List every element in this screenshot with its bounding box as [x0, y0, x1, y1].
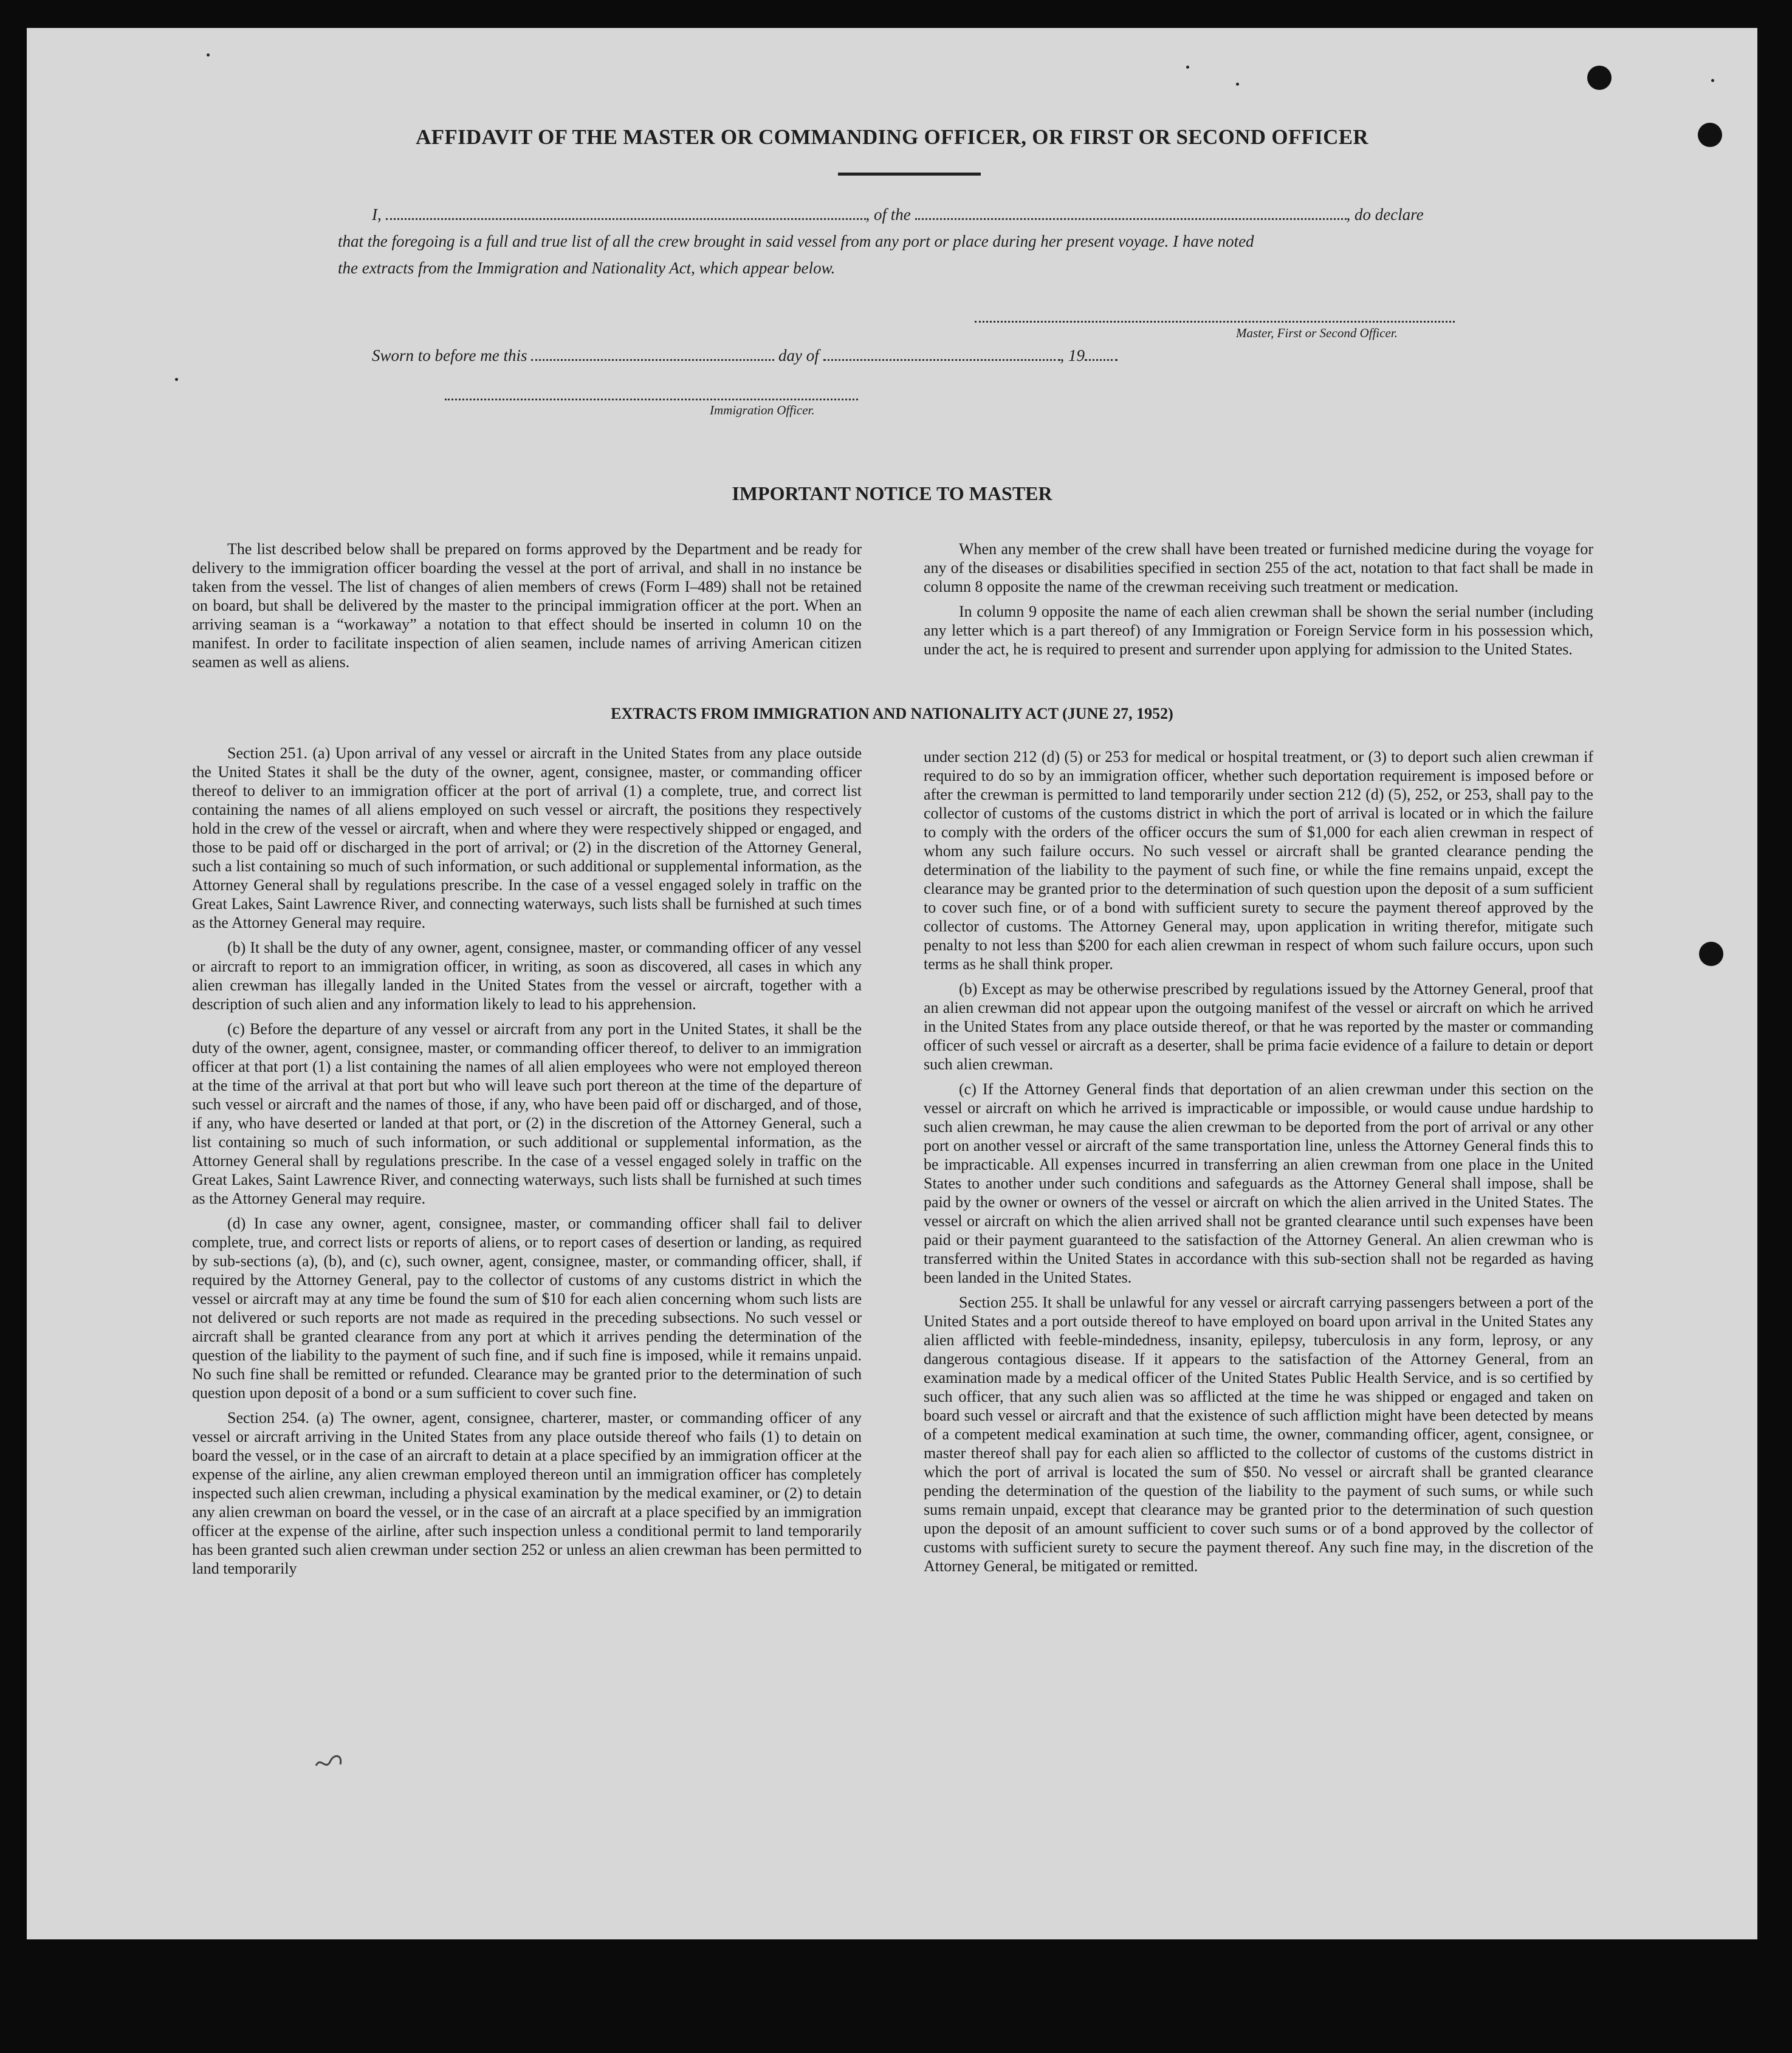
declaration-line-2: that the foregoing is a full and true list of all the crew brought in said vessel from any port or place during her present voyage. I have noted	[338, 232, 1254, 250]
notice-left-column	[192, 540, 862, 677]
section-paragraph: under section 212 (d) (5) or 253 for medical or hospital treatment, or (3) to deport such alien crewman if required to do so by an immigration officer, whether such deportation requirement is imposed before or after the crewman is permitted to land temporarily under section 212 (d) (5), 252, or 253, shall pay to the collector of customs of the customs district in which the port of arrival is located or in which the failure to comply with the orders of the officer occurs the sum of $1,000 for each alien crewman in respect of whom any such failure occurs. No such vessel or aircraft shall be granted clearance pending the determination of the liability to the payment of such fine, or while the fine remains unpaid, except the clearance may be granted prior to the determination of such question upon the deposit of a sum sufficient to cover such fine, or of a bond with sufficient surety to secure the payment thereof approved by the collector of customs. The Attorney General may, upon application in writing therefor, mitigate such penalty to not less than $200 for each alien crewman in respect of whom such failure occurs, upon such terms as he shall think proper.	[924, 748, 1593, 973]
section-paragraph: Section 255. It shall be unlawful for any vessel or aircraft carrying passengers between a port of the United States and a port outside thereof to have employed on board upon arrival in the United States any alien afflicted with feeble-mindedness, insanity, epilepsy, tuberculosis in any form, leprosy, or any dangerous contagious disease. If it appears to the satisfaction of the Attorney General, from an examination made by a medical officer of the United States Public Health Service, and is so certified by such officer, that any such alien was so afflicted at the time he was shipped or engaged and taken on board such vessel or aircraft and that the existence of such affliction might have been detected by means of a competent medical examination at such time, the owner, commanding officer, agent, consignee, or master thereof shall pay for each alien so afflicted to the collector of customs of the customs district in which the port of arrival is located the sum of $50. No vessel or aircraft shall be granted clearance pending the determination of the question of the liability to the payment of such sums, or while such sums remain unpaid, except that clearance may be granted prior to the determination of such question upon the deposit of an amount sufficient to cover such sums or of a bond approved by the collector of customs with sufficient surety to secure the payment thereof. Any such fine may, in the discretion of the Attorney General, be mitigated or remitted.	[924, 1294, 1593, 1575]
dust-speck	[1711, 79, 1714, 82]
notice-right-column	[924, 540, 1593, 665]
punch-hole-middle	[1699, 942, 1723, 966]
notice-paragraph: In column 9 opposite the name of each alien crewman shall be shown the serial number (including any letter which is a part thereof) of any Immigration or Foreign Service form in his possession which, under the act, he is required to present and surrender upon applying for admission to the United States.	[924, 603, 1593, 658]
declaration-line-1	[372, 205, 1485, 224]
extracts-title: EXTRACTS FROM IMMIGRATION AND NATIONALITY ACT (JUNE 27, 1952)	[611, 705, 1173, 722]
name-blank	[386, 218, 866, 220]
notice-paragraph: When any member of the crew shall have been treated or furnished medicine during the voyage for any of the diseases or disabilities specified in section 255 of the act, notation to that fact shall be made in column 8 opposite the name of the crewman receiving such treatment or medication.	[924, 540, 1593, 595]
section-paragraph: (c) If the Attorney General finds that deportation of an alien crewman under this section on the vessel or aircraft on which he arrived is impracticable or impossible, or would cause undue hardship to such alien crewman, he may cause the alien crewman to be deported from the port of arrival or any other port on another vessel or aircraft of the same transportation line, unless the Attorney General finds this to be impracticable. All expenses incurred in transferring an alien crewman from one place in the United States to another under such conditions and safeguards as the Attorney General shall impose, shall be paid by the owner or owners of the vessel or aircraft on which the alien arrived in the United States. The vessel or aircraft on which the alien arrived shall not be granted clearance until such expenses have been paid or their payment guaranteed to the satisfaction of the Attorney General. An alien crewman who is transferred within the United States in accordance with this sub-section shall not be regarded as having been landed in the United States.	[924, 1080, 1593, 1286]
dust-speck	[207, 53, 210, 57]
sworn-year: , 19	[1060, 346, 1085, 365]
sworn-day-of: day of	[778, 346, 819, 365]
declare-i: I,	[372, 205, 382, 224]
dust-speck	[1186, 66, 1189, 69]
officer-signature-label: Immigration Officer.	[710, 403, 815, 417]
document-page	[27, 28, 1757, 1939]
title-rule	[838, 173, 981, 176]
dust-speck	[175, 378, 178, 381]
vessel-blank	[915, 218, 1347, 220]
sworn-day-blank	[531, 359, 774, 361]
extracts-left-column	[192, 744, 862, 1584]
officer-signature-line	[445, 399, 858, 400]
dust-speck	[1236, 83, 1239, 86]
section-paragraph: (b) Except as may be otherwise prescribed by regulations issued by the Attorney General, proof that an alien crewman did not appear upon the outgoing manifest of the vessel or aircraft on which he arrived in the United States from any place outside thereof, or that he was reported by the master or commanding officer of such vessel or aircraft as a deserter, shall be prima facie evidence of a failure to detain or deport such alien crewman.	[924, 980, 1593, 1073]
section-paragraph: Section 251. (a) Upon arrival of any vessel or aircraft in the United States from any place outside the United States it shall be the duty of the owner, agent, consignee, master, or commanding officer thereof to deliver to an immigration officer at the port of arrival (1) a complete, true, and correct list containing the names of all aliens employed on such vessel or aircraft, the positions they respectively hold in the crew of the vessel or aircraft, when and where they were respectively shipped or engaged, and those to be paid off or discharged in the port of arrival; or (2) in the discretion of the Attorney General, such a list containing so much of such information, or such additional or supplemental information, as the Attorney General shall by regulations prescribe. In the case of a vessel engaged solely in traffic on the Great Lakes, Saint Lawrence River, and connecting waterways, such lists shall be furnished at such times as the Attorney General may require.	[192, 744, 862, 931]
section-paragraph: (b) It shall be the duty of any owner, agent, consignee, master, or commanding officer of any vessel or aircraft to report to an immigration officer, in writing, as soon as discovered, all cases in which any alien crewman has illegally landed in the United States from the vessel or aircraft, together with a description of such alien and any information likely to lead to his apprehension.	[192, 939, 862, 1013]
master-signature-label: Master, First or Second Officer.	[1236, 326, 1398, 340]
affidavit-title: AFFIDAVIT OF THE MASTER OR COMMANDING OFFICER, OR FIRST OR SECOND OFFICER	[416, 125, 1368, 149]
sworn-line	[372, 346, 1223, 365]
declare-do-declare: , do declare	[1346, 205, 1424, 224]
section-paragraph: Section 254. (a) The owner, agent, consignee, charterer, master, or commanding officer of any vessel or aircraft arriving in the United States from any place outside thereof who fails (1) to detain on board the vessel, or in the case of an aircraft to detain at a place specified by an immigration officer at the expense of the airline, any alien crewman employed thereon until an immigration officer has completely inspected such alien crewman, including a physical examination by the medical examiner, or (2) to detain any alien crewman on board the vessel, or in the case of an aircraft at a place specified by an immigration officer at the expense of the airline, after such inspection unless a conditional permit to land temporarily has been granted such alien crewman under section 252 or unless an alien crewman has been permitted to land temporarily	[192, 1409, 862, 1577]
declare-of-the: , of the	[865, 205, 911, 224]
extracts-right-column	[924, 747, 1593, 1582]
punch-hole-top	[1587, 66, 1612, 90]
sworn-month-blank	[823, 359, 1060, 361]
master-signature-line	[975, 321, 1455, 323]
section-paragraph: (c) Before the departure of any vessel or aircraft from any port in the United States, it shall be the duty of the owner, agent, consignee, master, or commanding officer thereof, to deliver to an immigration officer at that port (1) a list containing the names of all alien employees who were not employed thereon at the time of the arrival at that port but who will leave such port thereon at the time of the departure of such vessel or aircraft and the names of those, if any, who have been paid off or discharged, and of those, if any, who have deserted or landed at that port, or (2) in the discretion of the Attorney General, such a list containing so much of such information, or such additional or supplemental information, as the Attorney General shall by regulations prescribe. In the case of a vessel engaged solely in traffic on the Great Lakes, Saint Lawrence River, and connecting waterways, such lists shall be furnished at such times as the Attorney General may require.	[192, 1020, 862, 1207]
notice-paragraph: The list described below shall be prepared on forms approved by the Department and be ready for delivery to the immigration officer boarding the vessel at the port of arrival, and shall in no instance be taken from the vessel. The list of changes of alien members of crews (Form I–489) shall not be retained on board, but shall be delivered by the master to the principal immigration officer at the port. When an arriving seaman is a “workaway” a notation to that effect should be inserted in column 10 on the manifest. In order to facilitate inspection of alien seamen, include names of arriving American citizen seamen as well as aliens.	[192, 540, 862, 671]
sworn-year-blank	[1085, 359, 1117, 361]
sworn-before: Sworn to before me this	[372, 346, 527, 365]
pencil-mark	[312, 1747, 355, 1778]
section-paragraph: (d) In case any owner, agent, consignee, master, or commanding officer shall fail to deliver complete, true, and correct lists or reports of aliens, or to report cases of desertion or landing, as required by sub-sections (a), (b), and (c), such owner, agent, consignee, master, or commanding officer, shall, if required by the Attorney General, pay to the collector of customs of any customs district in which the vessel or aircraft may at any time be found the sum of $10 for each alien concerning whom such lists are not delivered or such reports are not made as required in the preceding subsections. No such vessel or aircraft shall be granted clearance from any port at which it arrives pending the determination of the question of the liability to the payment of such fine, and if such fine is imposed, while it remains unpaid. No such fine shall be remitted or refunded. Clearance may be granted prior to the determination of such question upon deposit of a bond or a sum sufficient to cover such fine.	[192, 1215, 862, 1402]
notice-title: IMPORTANT NOTICE TO MASTER	[732, 482, 1052, 504]
declaration-line-3: the extracts from the Immigration and Nationality Act, which appear below.	[338, 259, 836, 277]
